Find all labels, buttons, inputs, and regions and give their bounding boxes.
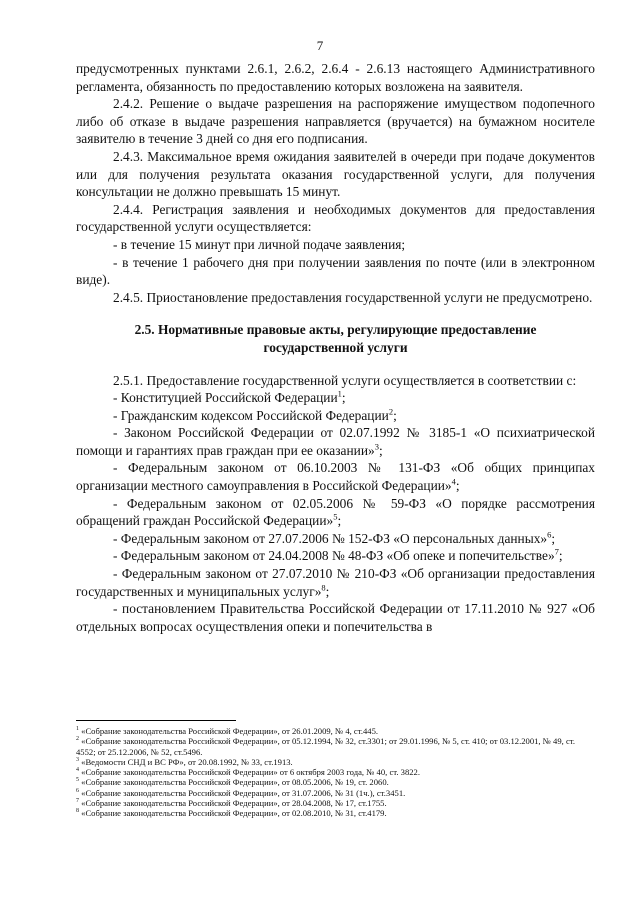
footnote-ref: 5 bbox=[333, 511, 338, 522]
paragraph-2-4-5: 2.4.5. Приостановление предоставления государственной услуги не предусмотрено. bbox=[113, 289, 593, 305]
paragraph-2-5-1: 2.5.1. Предоставление государственной услуги осуществляется в соответствии с: bbox=[113, 372, 577, 388]
footnote: $^6$ «Собрание законодательства Российской Федерации», от 31.07.2006, № 31 (1ч.), ст.3451. bbox=[76, 787, 406, 798]
legal-act-item: - Федеральным законом от 02.05.2006 № 59-ФЗ «О порядке рассмотрения обращений граждан Российской Федерации»$^5$; bbox=[76, 495, 595, 529]
page-number: 7 bbox=[316, 38, 324, 53]
footnote-ref: 2 bbox=[388, 406, 394, 417]
footnotes bbox=[76, 726, 595, 819]
footnote: $^3$ «Ведомости СНД и ВС РФ», от 20.08.1992, № 33, ст.1913. bbox=[76, 756, 293, 767]
footnote-ref: 1 bbox=[337, 388, 342, 399]
footnote: $^4$ «Собрание законодательства Российской Федерации» от 6 октября 2003 года, № 40, ст. 3822. bbox=[76, 767, 420, 778]
footnote-ref: 8 bbox=[321, 582, 326, 593]
legal-act-item: - Федеральным законом от 06.10.2003 № 131-ФЗ «Об общих принципах организации местного самоуправления в Российской Федерации»$^4$; bbox=[76, 460, 595, 494]
footnote: $^5$ «Собрание законодательства Российской Федерации», от 08.05.2006, № 19, ст. 2060. bbox=[76, 777, 389, 788]
list-item: - в течение 1 рабочего дня при получении заявления по почте (или в электронном виде). bbox=[76, 254, 595, 288]
section-heading-line1: 2.5. Нормативные правовые акты, регулирующие предоставление bbox=[134, 322, 537, 338]
paragraph-2-4-4: 2.4.4. Регистрация заявления и необходимых документов для предоставления государственной услуги осуществляется: bbox=[76, 201, 595, 235]
section-heading bbox=[76, 321, 595, 356]
footnote-separator bbox=[76, 720, 236, 721]
legal-act-item: - Гражданским кодексом Российской Федерации$^2$; bbox=[113, 406, 397, 423]
footnote-ref: 4 bbox=[451, 476, 456, 487]
legal-act-item: - Конституцией Российской Федерации$^1$; bbox=[113, 388, 346, 406]
footnote: $^7$ «Собрание законодательства Российской Федерации», от 28.04.2008, № 17, ст.1755. bbox=[76, 798, 387, 809]
legal-act-item: - Законом Российской Федерации от 02.07.1992 № 3185-1 «О психиатрической помощи и гарантиях прав граждан при ее оказании»$^3$; bbox=[76, 425, 595, 458]
paragraph-continuation: предусмотренных пунктами 2.6.1, 2.6.2, 2.6.4 - 2.6.13 настоящего Административного регламента, обязанность по предоставлению которых возложена на заявителя. bbox=[76, 61, 595, 94]
footnote: $^8$ «Собрание законодательства Российской Федерации», от 02.08.2010, № 31, ст.4179. bbox=[76, 808, 387, 819]
footnote-ref: 3 bbox=[374, 441, 379, 452]
document-body bbox=[76, 60, 595, 635]
legal-act-item: - Федеральным законом от 27.07.2010 № 210-ФЗ «Об организации предоставления государственных и муниципальных услуг»$^8$; bbox=[76, 566, 595, 599]
section-heading-line2: государственной услуги bbox=[263, 339, 408, 355]
paragraph-2-4-2: 2.4.2. Решение о выдаче разрешения на распоряжение имуществом подопечного либо об отказе в выдаче разрешения направляется (вручается) на бумажном носителе заявителю в течение 3 дней со дня его подписания. bbox=[76, 96, 595, 147]
list-item: - в течение 15 минут при личной подаче заявления; bbox=[113, 236, 406, 252]
footnote-ref: 7 bbox=[554, 546, 559, 557]
footnote: $^2$ «Собрание законодательства Российской Федерации», от 05.12.1994, № 32, ст.3301; от 29.01.1996, № 5, ст. 410; от 03.12.2001, № 49, ст. 4552; от 25.12.2006, № 52, ст.5496. bbox=[76, 736, 576, 757]
legal-act-item: - Федеральным законом от 27.07.2006 № 152-ФЗ «О персональных данных»$^6$; bbox=[113, 529, 556, 546]
footnote-ref: 6 bbox=[547, 529, 552, 540]
footnote: $^1$ «Собрание законодательства Российской Федерации», от 26.01.2009, № 4, ст.445. bbox=[76, 726, 379, 736]
legal-act-item: - Федеральным законом от 24.04.2008 № 48-ФЗ «Об опеке и попечительстве»$^7$; bbox=[113, 546, 563, 564]
paragraph-2-4-3: 2.4.3. Максимальное время ожидания заявителей в очереди при подаче документов или для получения результата оказания государственной услуги, для получения консультации не должно превышать 15 минут. bbox=[76, 148, 595, 200]
legal-act-item: - постановлением Правительства Российской Федерации от 17.11.2010 № 927 «Об отдельных вопросах осуществления опеки и попечительства в bbox=[76, 601, 595, 634]
